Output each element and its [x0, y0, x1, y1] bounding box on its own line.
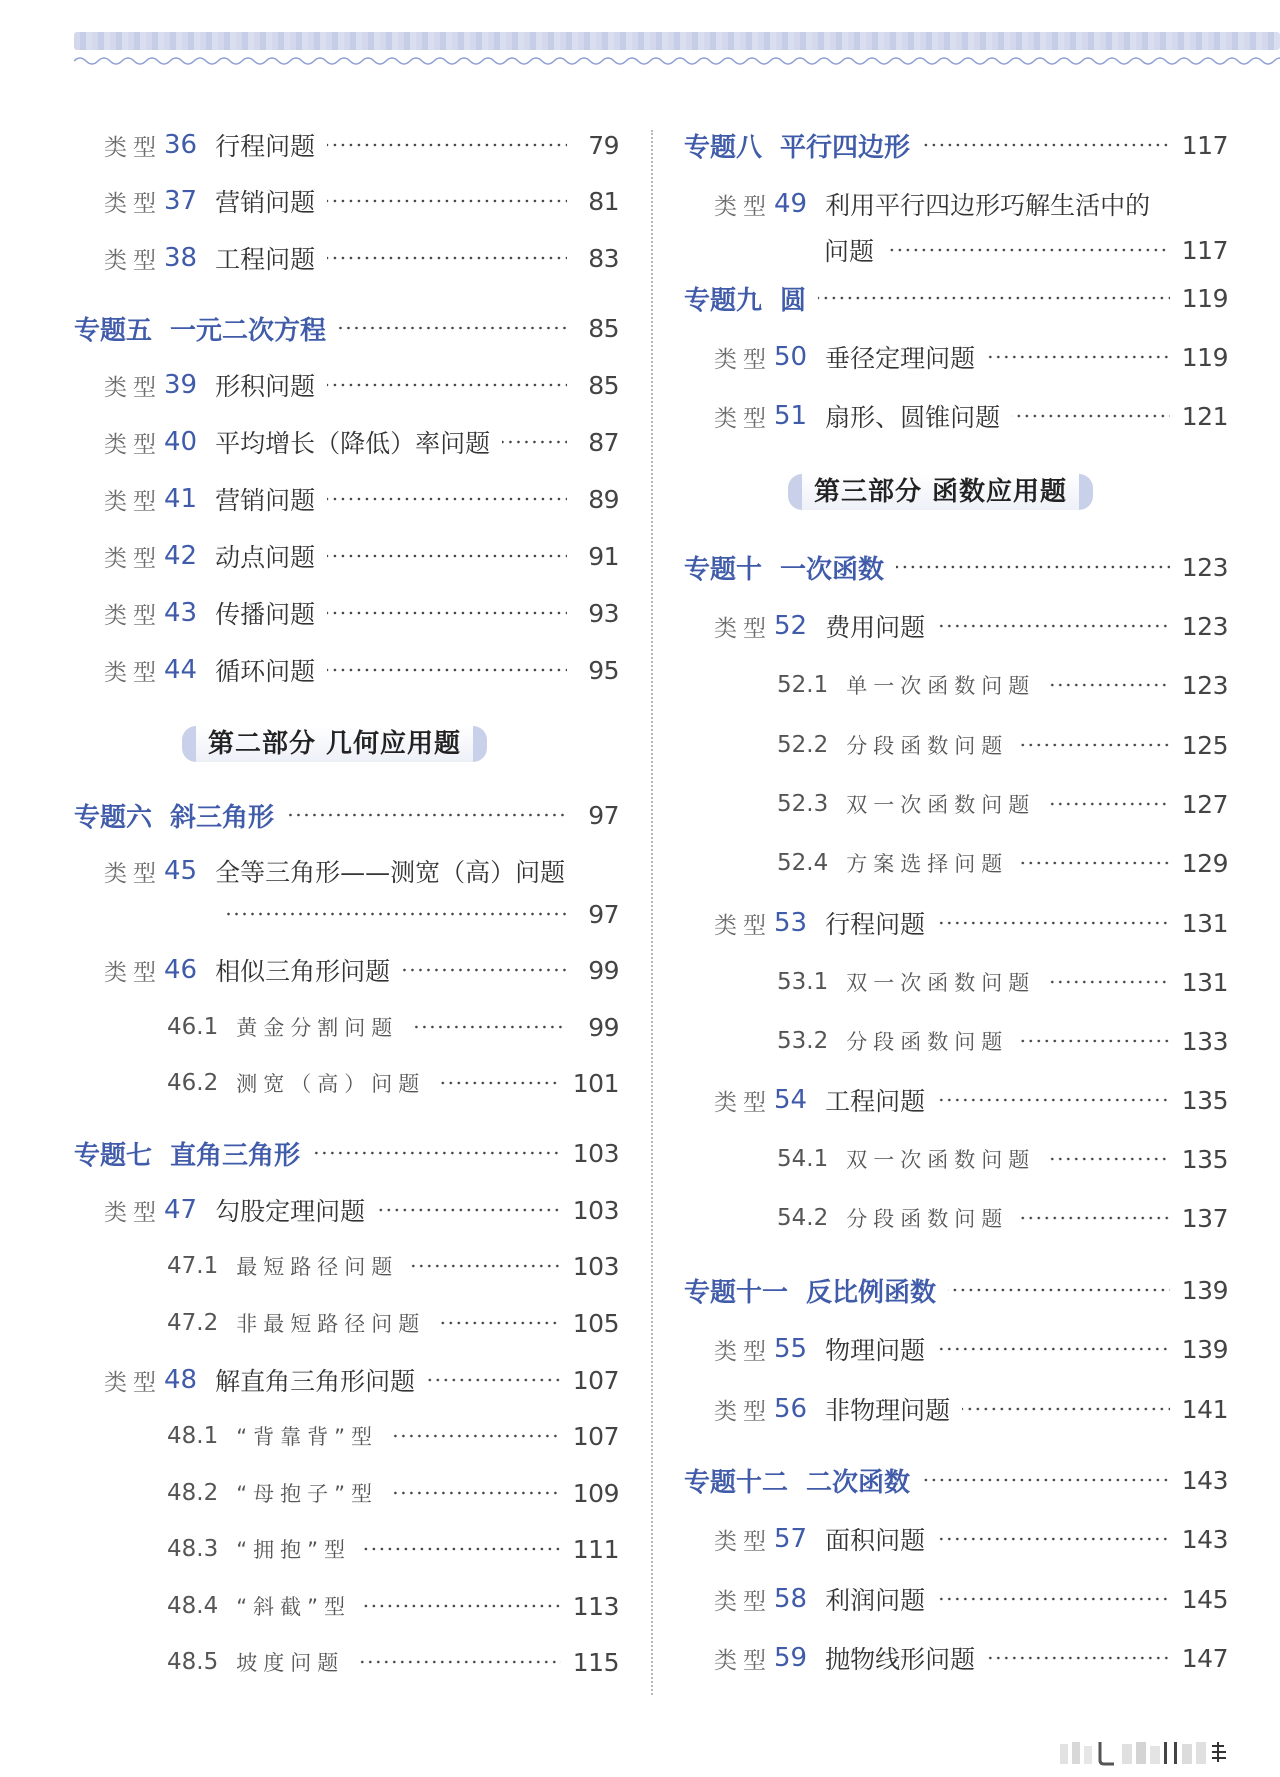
toc-entry[interactable] — [74, 125, 619, 165]
toc-entry[interactable] — [74, 365, 619, 405]
toc-entry[interactable] — [684, 1329, 1228, 1369]
type-number: 45 — [164, 856, 198, 886]
subentry-number: 54.2 — [777, 1205, 829, 1231]
dot-leader — [937, 1347, 1170, 1351]
page-number: 103 — [572, 1138, 619, 1168]
page-number: 97 — [588, 800, 619, 830]
entry-title: 面积问题 — [825, 1526, 926, 1555]
page-number: 119 — [1181, 342, 1228, 372]
type-number: 42 — [164, 541, 198, 571]
subentry-title: 最短路径问题 — [236, 1255, 399, 1279]
toc-entry-continuation[interactable] — [74, 894, 619, 934]
page-number: 93 — [588, 598, 619, 628]
type-label: 类型 — [104, 1369, 162, 1396]
dot-leader — [327, 668, 567, 672]
type-label: 类型 — [714, 912, 772, 939]
subentry-number: 48.2 — [167, 1480, 219, 1506]
column-divider — [651, 130, 653, 1695]
toc-entry[interactable] — [684, 1638, 1228, 1678]
page-number: 133 — [1181, 1026, 1228, 1056]
subentry-title: 黄金分割问题 — [236, 1016, 399, 1040]
dot-leader — [922, 143, 1170, 147]
subentry-number: 46.1 — [167, 1014, 219, 1040]
topic-title: 二次函数 — [806, 1467, 911, 1498]
dot-leader — [1047, 802, 1170, 806]
subentry-number: 48.3 — [167, 1536, 219, 1562]
toc-entry[interactable] — [684, 1080, 1228, 1120]
entry-title: 非物理问题 — [825, 1396, 951, 1425]
page-number: 143 — [1181, 1524, 1228, 1554]
dot-leader — [437, 1081, 561, 1085]
type-number: 54 — [774, 1085, 808, 1115]
subentry-title: 坡度问题 — [236, 1651, 345, 1675]
dot-leader — [363, 1604, 561, 1608]
entry-title: 传播问题 — [215, 600, 316, 629]
heading-cap-left — [788, 474, 802, 510]
subentry-number: 52.4 — [777, 850, 829, 876]
toc-subentry[interactable] — [684, 962, 1228, 1002]
dot-leader — [286, 813, 567, 817]
page-number: 143 — [1181, 1465, 1228, 1495]
type-number: 52 — [774, 611, 808, 641]
entry-title: 工程问题 — [825, 1087, 926, 1116]
topic-label: 专题六 — [74, 802, 153, 833]
subentry-title: 非最短路径问题 — [236, 1312, 426, 1336]
topic-label: 专题七 — [74, 1140, 153, 1171]
page-number: 139 — [1181, 1334, 1228, 1364]
page-number: 97 — [588, 899, 619, 929]
topic-title: 平行四边形 — [780, 132, 911, 163]
dot-leader — [327, 256, 567, 260]
heading-cap-right — [1079, 474, 1093, 510]
page-number: 99 — [588, 955, 619, 985]
type-number: 41 — [164, 484, 198, 514]
toc-subentry[interactable] — [74, 1416, 619, 1456]
entry-title: 营销问题 — [215, 486, 316, 515]
entry-title: 利润问题 — [825, 1586, 926, 1615]
entry-title: 平均增长（降低）率问题 — [215, 429, 491, 458]
toc-entry[interactable] — [684, 337, 1228, 377]
toc-subentry[interactable] — [74, 1246, 619, 1286]
toc-subentry[interactable] — [684, 665, 1228, 705]
topic-label: 专题八 — [684, 132, 763, 163]
page-number: 111 — [572, 1534, 619, 1564]
topic-title: 直角三角形 — [170, 1140, 301, 1171]
type-label: 类型 — [714, 346, 772, 373]
dot-leader — [896, 565, 1170, 569]
page-number: 139 — [1181, 1275, 1228, 1305]
toc-topic-entry[interactable] — [74, 308, 619, 348]
subentry-title: 双一次函数问题 — [846, 971, 1036, 995]
page-number: 95 — [588, 655, 619, 685]
subentry-title: 分段函数问题 — [846, 1207, 1009, 1231]
type-label: 类型 — [104, 1199, 162, 1226]
type-number: 56 — [774, 1394, 808, 1424]
type-number: 43 — [164, 598, 198, 628]
subentry-number: 54.1 — [777, 1146, 829, 1172]
page-number: 119 — [1181, 283, 1228, 313]
toc-subentry[interactable] — [684, 725, 1228, 765]
dot-leader — [937, 624, 1170, 628]
page-number: 137 — [1181, 1203, 1228, 1233]
type-number: 46 — [164, 955, 198, 985]
page-number: 117 — [1181, 235, 1228, 265]
page-number: 121 — [1181, 401, 1228, 431]
dot-leader — [1047, 1157, 1170, 1161]
page-number: 109 — [572, 1478, 619, 1508]
dot-leader — [390, 1434, 561, 1438]
page-number: 141 — [1181, 1394, 1228, 1424]
subentry-number: 52.2 — [777, 732, 829, 758]
page-number: 101 — [572, 1068, 619, 1098]
dot-leader — [937, 1597, 1170, 1601]
toc-subentry[interactable] — [684, 1139, 1228, 1179]
entry-title: 垂径定理问题 — [825, 344, 976, 373]
topic-title: 反比例函数 — [806, 1277, 937, 1308]
dot-leader — [1020, 1039, 1170, 1043]
page-number: 117 — [1181, 130, 1228, 160]
type-label: 类型 — [104, 959, 162, 986]
subentry-number: 47.1 — [167, 1253, 219, 1279]
toc-topic-entry[interactable] — [684, 1460, 1228, 1500]
page-number: 85 — [588, 313, 619, 343]
type-number: 55 — [774, 1334, 808, 1364]
subentry-number: 53.1 — [777, 969, 829, 995]
type-number: 49 — [774, 189, 808, 219]
subentry-number: 48.4 — [167, 1593, 219, 1619]
dot-leader — [987, 355, 1170, 359]
type-label: 类型 — [104, 488, 162, 515]
dot-leader — [312, 1151, 561, 1155]
toc-subentry[interactable] — [74, 1473, 619, 1513]
toc-entry[interactable] — [74, 422, 619, 462]
page-number: 81 — [588, 186, 619, 216]
part-title: 第三部分 函数应用题 — [802, 474, 1079, 510]
subentry-number: 47.2 — [167, 1310, 219, 1336]
page-number: 135 — [1181, 1144, 1228, 1174]
toc-subentry[interactable] — [74, 1303, 619, 1343]
toc-entry[interactable] — [74, 851, 619, 891]
page-number: 113 — [572, 1591, 619, 1621]
type-number: 39 — [164, 370, 198, 400]
toc-subentry[interactable] — [684, 1021, 1228, 1061]
type-label: 类型 — [104, 659, 162, 686]
page-number: 105 — [572, 1308, 619, 1338]
page-number: 107 — [572, 1421, 619, 1451]
dot-leader — [922, 1478, 1170, 1482]
type-label: 类型 — [104, 374, 162, 401]
dot-leader — [818, 296, 1170, 300]
toc-subentry[interactable] — [74, 1007, 619, 1047]
dot-leader — [948, 1288, 1170, 1292]
dot-leader — [1047, 683, 1170, 687]
subentry-title: 双一次函数问题 — [846, 1148, 1036, 1172]
entry-title: 利用平行四边形巧解生活中的 — [825, 191, 1151, 220]
page-number: 131 — [1181, 967, 1228, 997]
entry-title: 行程问题 — [215, 132, 316, 161]
type-number: 48 — [164, 1365, 198, 1395]
subentry-title: 分段函数问题 — [846, 1030, 1009, 1054]
topic-title: 一次函数 — [780, 554, 885, 585]
entry-title: 形积问题 — [215, 372, 316, 401]
entry-title: 勾股定理问题 — [215, 1197, 366, 1226]
heading-cap-left — [182, 726, 196, 762]
dot-leader — [390, 1491, 561, 1495]
page-number: 145 — [1181, 1584, 1228, 1614]
toc-topic-entry[interactable] — [684, 547, 1228, 587]
topic-label: 专题十二 — [684, 1467, 789, 1498]
corner-watermark-icon — [1060, 1738, 1260, 1768]
subentry-title: 单一次函数问题 — [846, 674, 1036, 698]
topic-label: 专题九 — [684, 285, 763, 316]
page-number: 123 — [1181, 552, 1228, 582]
toc-entry[interactable] — [684, 1519, 1228, 1559]
entry-title: 动点问题 — [215, 543, 316, 572]
entry-title: 解直角三角形问题 — [215, 1367, 416, 1396]
entry-title: 抛物线形问题 — [825, 1645, 976, 1674]
dot-leader — [327, 554, 567, 558]
header-wave-line — [74, 54, 1280, 68]
dot-leader — [987, 1656, 1170, 1660]
topic-title: 圆 — [780, 285, 807, 316]
toc-topic-entry[interactable] — [684, 1270, 1228, 1310]
toc-entry[interactable] — [74, 1190, 619, 1230]
dot-leader — [410, 1025, 567, 1029]
toc-topic-entry[interactable] — [74, 1133, 619, 1173]
page-number: 89 — [588, 484, 619, 514]
type-label: 类型 — [714, 1089, 772, 1116]
dot-leader — [338, 326, 567, 330]
type-label: 类型 — [714, 1338, 772, 1365]
dot-leader — [1020, 743, 1170, 747]
dot-leader — [1012, 414, 1170, 418]
subentry-number: 53.2 — [777, 1028, 829, 1054]
subentry-number: 52.3 — [777, 791, 829, 817]
entry-title: 扇形、圆锥问题 — [825, 403, 1001, 432]
type-number: 44 — [164, 655, 198, 685]
page-number: 135 — [1181, 1085, 1228, 1115]
page-number: 87 — [588, 427, 619, 457]
type-number: 36 — [164, 130, 198, 160]
topic-title: 斜三角形 — [170, 802, 275, 833]
page-number: 99 — [588, 1012, 619, 1042]
type-label: 类型 — [714, 615, 772, 642]
type-label: 类型 — [714, 1528, 772, 1555]
dot-leader — [437, 1321, 561, 1325]
subentry-number: 48.5 — [167, 1649, 219, 1675]
toc-entry[interactable] — [74, 1360, 619, 1400]
dot-leader — [962, 1407, 1170, 1411]
type-label: 类型 — [714, 1647, 772, 1674]
page-number: 79 — [588, 130, 619, 160]
toc-topic-entry[interactable] — [74, 795, 619, 835]
type-label: 类型 — [104, 431, 162, 458]
toc-entry[interactable] — [684, 1389, 1228, 1429]
part-title: 第二部分 几何应用题 — [196, 726, 473, 762]
page-number: 103 — [572, 1195, 619, 1225]
entry-title: 相似三角形问题 — [215, 957, 391, 986]
dot-leader — [1020, 861, 1170, 865]
toc-subentry[interactable] — [684, 843, 1228, 883]
toc-entry[interactable] — [684, 184, 1228, 224]
page-number: 123 — [1181, 611, 1228, 641]
dot-leader — [327, 199, 567, 203]
dot-leader — [937, 921, 1170, 925]
type-number: 40 — [164, 427, 198, 457]
dot-leader — [937, 1537, 1170, 1541]
toc-topic-entry[interactable] — [684, 278, 1228, 318]
type-number: 51 — [774, 401, 808, 431]
topic-title: 一元二次方程 — [170, 315, 327, 346]
type-number: 53 — [774, 908, 808, 938]
dot-leader — [402, 968, 567, 972]
toc-entry[interactable] — [74, 950, 619, 990]
topic-label: 专题十一 — [684, 1277, 789, 1308]
toc-entry[interactable] — [684, 606, 1228, 646]
toc-entry[interactable] — [684, 1579, 1228, 1619]
page-number: 85 — [588, 370, 619, 400]
subentry-title: “斜截”型 — [236, 1595, 351, 1619]
subentry-number: 52.1 — [777, 672, 829, 698]
subentry-title: 分段函数问题 — [846, 734, 1009, 758]
dot-leader — [356, 1660, 561, 1664]
subentry-title: “母抱子”型 — [236, 1482, 378, 1506]
dot-leader — [937, 1098, 1170, 1102]
toc-subentry[interactable] — [684, 1198, 1228, 1238]
type-number: 38 — [164, 243, 198, 273]
type-label: 类型 — [104, 247, 162, 274]
toc-entry[interactable] — [74, 238, 619, 278]
page-number: 115 — [572, 1647, 619, 1677]
toc-entry[interactable] — [74, 650, 619, 690]
dot-leader — [886, 248, 1170, 252]
dot-leader — [1020, 1216, 1170, 1220]
dot-leader — [327, 611, 567, 615]
dot-leader — [363, 1547, 561, 1551]
type-number: 57 — [774, 1524, 808, 1554]
subentry-title: 方案选择问题 — [846, 852, 1009, 876]
page-number: 123 — [1181, 670, 1228, 700]
type-label: 类型 — [104, 545, 162, 572]
page-number: 91 — [588, 541, 619, 571]
subentry-title: “拥抱”型 — [236, 1538, 351, 1562]
page-number: 131 — [1181, 908, 1228, 938]
dot-leader — [1047, 980, 1170, 984]
type-label: 类型 — [104, 134, 162, 161]
toc-entry[interactable] — [74, 536, 619, 576]
toc-subentry[interactable] — [684, 784, 1228, 824]
dot-leader — [502, 440, 567, 444]
type-label: 类型 — [714, 1398, 772, 1425]
toc-entry[interactable] — [684, 396, 1228, 436]
entry-title: 费用问题 — [825, 613, 926, 642]
type-label: 类型 — [714, 193, 772, 220]
dot-leader — [427, 1378, 561, 1382]
entry-title: 问题 — [824, 237, 875, 266]
topic-label: 专题五 — [74, 315, 153, 346]
type-label: 类型 — [104, 190, 162, 217]
toc-subentry[interactable] — [74, 1586, 619, 1626]
entry-title: 循环问题 — [215, 657, 316, 686]
dot-leader — [410, 1264, 561, 1268]
subentry-title: “背靠背”型 — [236, 1425, 378, 1449]
toc-topic-entry[interactable] — [684, 125, 1228, 165]
entry-title: 全等三角形——测宽（高）问题 — [215, 858, 566, 887]
type-number: 50 — [774, 342, 808, 372]
toc-subentry[interactable] — [74, 1529, 619, 1569]
dot-leader — [327, 383, 567, 387]
page-number: 147 — [1181, 1643, 1228, 1673]
part-heading — [788, 470, 1093, 514]
page-number: 125 — [1181, 730, 1228, 760]
entry-title: 营销问题 — [215, 188, 316, 217]
type-label: 类型 — [714, 405, 772, 432]
subentry-number: 46.2 — [167, 1070, 219, 1096]
type-label: 类型 — [714, 1588, 772, 1615]
dot-leader — [327, 497, 567, 501]
page-number: 103 — [572, 1251, 619, 1281]
entry-title: 行程问题 — [825, 910, 926, 939]
dot-leader — [226, 912, 567, 916]
subentry-number: 48.1 — [167, 1423, 219, 1449]
toc-subentry[interactable] — [74, 1642, 619, 1682]
part-heading — [182, 722, 487, 766]
page-number: 129 — [1181, 848, 1228, 878]
toc-entry[interactable] — [74, 593, 619, 633]
header-decor-band — [74, 32, 1280, 50]
subentry-title: 测宽（高）问题 — [236, 1072, 426, 1096]
type-label: 类型 — [104, 602, 162, 629]
entry-title: 物理问题 — [825, 1336, 926, 1365]
page-number: 127 — [1181, 789, 1228, 819]
toc-subentry[interactable] — [74, 1063, 619, 1103]
heading-cap-right — [473, 726, 487, 762]
type-number: 47 — [164, 1195, 198, 1225]
toc-entry[interactable] — [74, 479, 619, 519]
subentry-title: 双一次函数问题 — [846, 793, 1036, 817]
page-number: 83 — [588, 243, 619, 273]
page-number: 107 — [572, 1365, 619, 1395]
toc-entry[interactable] — [74, 181, 619, 221]
dot-leader — [377, 1208, 561, 1212]
topic-label: 专题十 — [684, 554, 763, 585]
type-number: 37 — [164, 186, 198, 216]
type-number: 58 — [774, 1584, 808, 1614]
type-label: 类型 — [104, 860, 162, 887]
entry-title: 工程问题 — [215, 245, 316, 274]
toc-entry-continuation[interactable] — [684, 230, 1228, 270]
type-number: 59 — [774, 1643, 808, 1673]
dot-leader — [327, 143, 567, 147]
toc-entry[interactable] — [684, 903, 1228, 943]
